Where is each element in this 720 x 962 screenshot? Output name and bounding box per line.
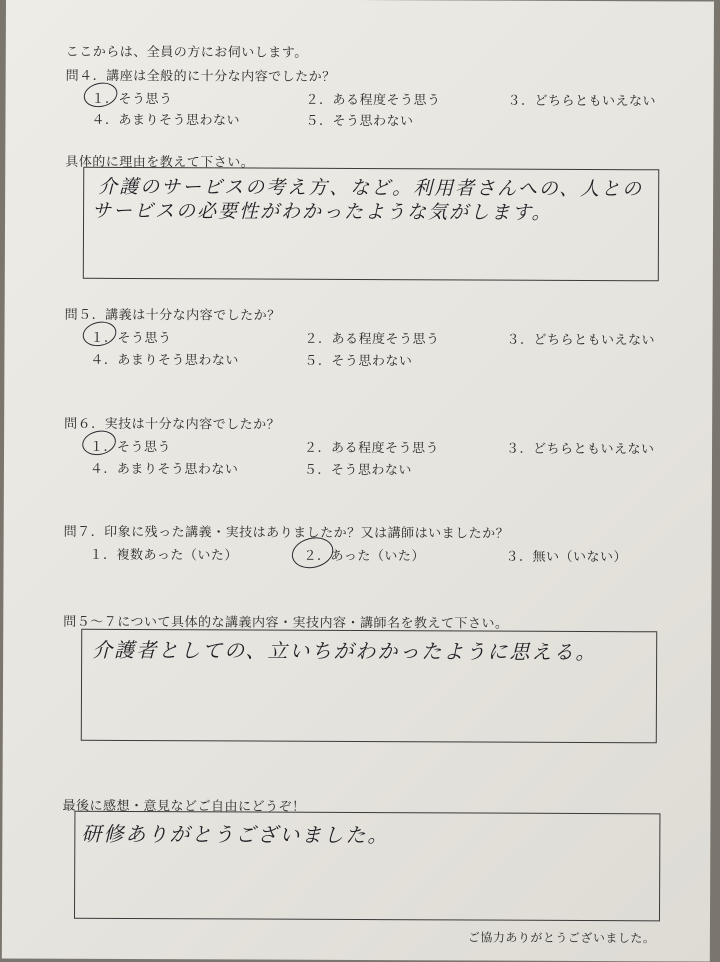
survey-sheet	[2, 0, 714, 962]
detail-answer: 介護者としての、立いちがわかったように思える。	[92, 637, 598, 665]
intro-text: ここからは、全員の方にお伺いします。	[65, 44, 308, 61]
q6-option-3[interactable]: ３．どちらともいえない	[506, 441, 655, 458]
detail-answer-box[interactable]	[81, 629, 657, 744]
reason-answer-line1: 介護のサービスの考え方、など。利用者さんへの、人との	[98, 175, 644, 201]
reason-answer-line2: サービスの必要性がわかったような気がします。	[92, 199, 553, 224]
q5-question: 問５．講義は十分な内容でしたか？	[64, 307, 281, 324]
q5-option-5[interactable]: ５．そう思わない	[304, 353, 413, 370]
q4-option-5[interactable]: ５．そう思わない	[305, 113, 414, 130]
q6-option-5[interactable]: ５．そう思わない	[303, 462, 412, 479]
q4-option-4[interactable]: ４．あまりそう思わない	[91, 112, 241, 129]
q6-option-1[interactable]: １．そう思う	[90, 439, 172, 456]
q4-option-2[interactable]: ２．ある程度そう思う	[305, 92, 441, 109]
detail-label: 問５～７について具体的な講義内容・実技内容・講師名を教えて下さい。	[63, 614, 509, 632]
reason-label: 具体的に理由を教えて下さい。	[65, 154, 255, 171]
q4-question: 問４．講座は全般的に十分な内容でしたか？	[65, 68, 336, 85]
q6-option-2[interactable]: ２．ある程度そう思う	[304, 440, 440, 457]
q7-option-2[interactable]: ２．あった（いた）	[303, 548, 425, 565]
q5-option-2[interactable]: ２．ある程度そう思う	[304, 331, 440, 348]
q4-option-3[interactable]: ３．どちらともいえない	[507, 93, 657, 110]
q7-option-1[interactable]: １．複数あった（いた）	[89, 547, 238, 564]
final-answer-box[interactable]	[74, 811, 660, 922]
final-answer: 研修ありがとうございました。	[81, 821, 390, 848]
q4-option-1[interactable]: １．そう思う	[91, 91, 173, 108]
q7-question: 問７．印象に残った講義・実技はありましたか？又は講師はいましたか？	[63, 524, 510, 542]
q5-option-1[interactable]: １．そう思う	[90, 330, 172, 347]
q5-option-3[interactable]: ３．どちらともいえない	[506, 332, 656, 349]
reason-answer-box[interactable]	[83, 167, 659, 282]
q7-option-3[interactable]: ３．無い（いない）	[505, 549, 628, 566]
footer-thanks: ご協力ありがとうございました。	[467, 930, 656, 946]
q6-option-4[interactable]: ４．あまりそう思わない	[89, 461, 239, 478]
q6-question: 問６．実技は十分な内容でしたか？	[64, 416, 281, 433]
bleed-through-mark	[66, 9, 72, 28]
final-label: 最後に感想・意見などご自由にどうぞ！	[62, 798, 306, 815]
q5-option-4[interactable]: ４．あまりそう思わない	[90, 352, 239, 369]
